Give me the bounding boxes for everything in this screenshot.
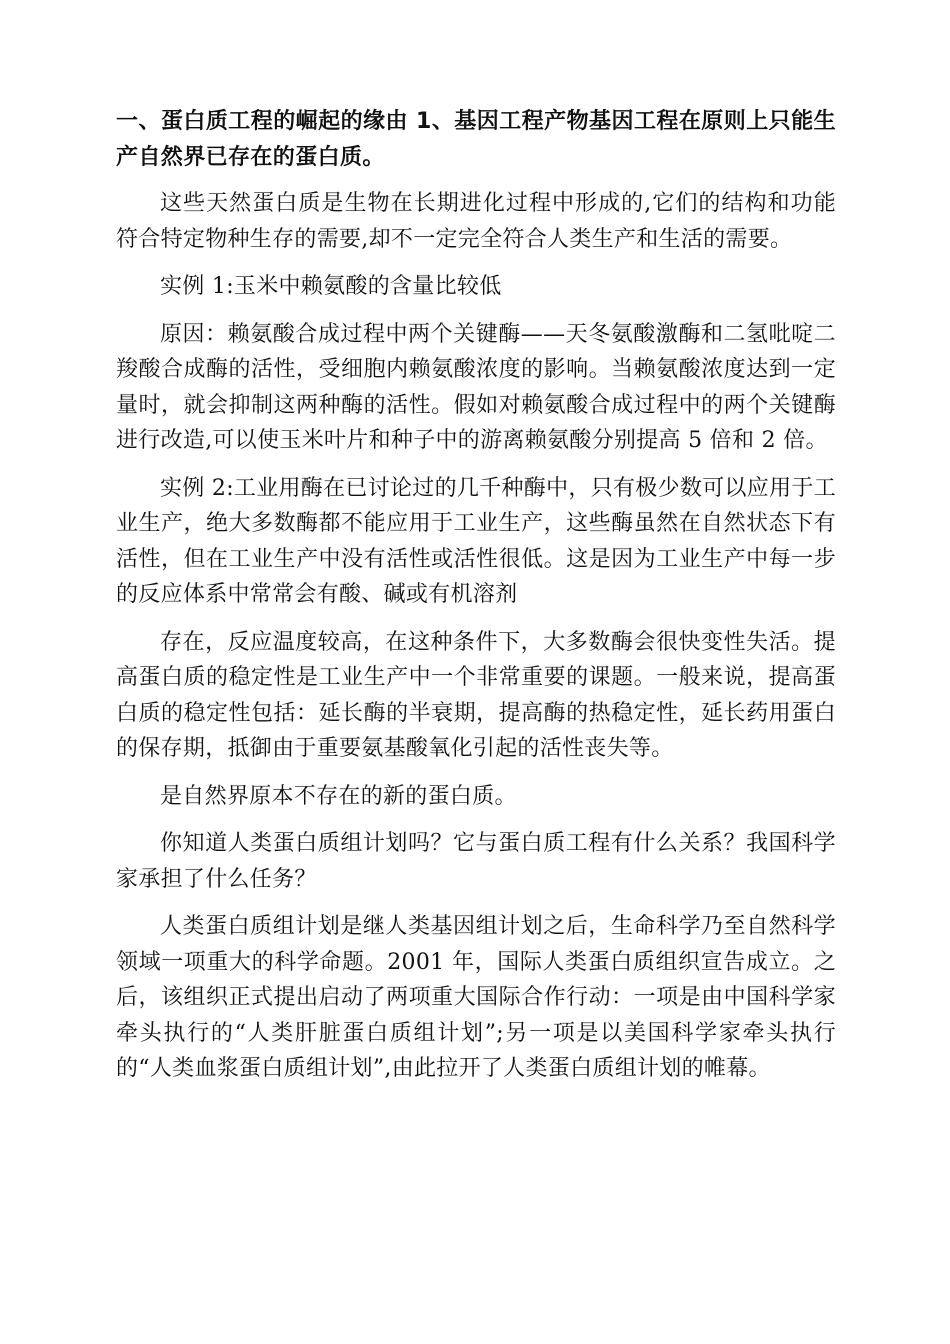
paragraph-example-2: 实例 2:工业用酶在已讨论过的几千种酶中，只有极少数可以应用于工业生产，绝大多数酶都不能应用于工业生产，这些酶虽然在自然状态下有活性，但在工业生产中没有活性或活性很低。这是因为工业生产中每一步的反应体系中常常会有酸、碱或有机溶剂 (116, 475, 837, 607)
paragraph-new-protein: 是自然界原本不存在的新的蛋白质。 (160, 783, 517, 809)
paragraph-question: 你知道人类蛋白质组计划吗？它与蛋白质工程有什么关系？我国科学家承担了什么任务？ (116, 831, 836, 892)
paragraph-natural-proteins: 这些天然蛋白质是生物在长期进化过程中形成的,它们的结构和功能符合特定物种生存的需要,却不一定完全符合人类生产和生活的需要。 (116, 191, 836, 252)
document-page (116, 104, 836, 1099)
paragraph-proteome-project: 人类蛋白质组计划是继人类基因组计划之后，生命科学乃至自然科学领域一项重大的科学命题。2001 年，国际人类蛋白质组织宣告成立。之后，该组织正式提出启动了两项重大国际合作行动：一项是由中国科学家牵头执行的“人类肝脏蛋白质组计划”;另一项是以美国科学家牵头执行的“人类血浆蛋白质组计划”,由此拉开了人类蛋白质组计划的帷幕。 (116, 914, 836, 1081)
section-heading: 一、蛋白质工程的崛起的缘由 1、基因工程产物基因工程在原则上只能生产自然界已存在的蛋白质。 (116, 109, 836, 170)
paragraph-stability: 存在，反应温度较高，在这种条件下，大多数酶会很快变性失活。提高蛋白质的稳定性是工业生产中一个非常重要的课题。一般来说，提高蛋白质的稳定性包括：延长酶的半衰期，提高酶的热稳定性，延长药用蛋白的保存期，抵御由于重要氨基酸氧化引起的活性丧失等。 (116, 629, 836, 761)
paragraph-reason: 原因：赖氨酸合成过程中两个关键酶——天冬氨酸激酶和二氢吡啶二羧酸合成酶的活性，受细胞内赖氨酸浓度的影响。当赖氨酸浓度达到一定量时，就会抑制这两种酶的活性。假如对赖氨酸合成过程中的两个关键酶进行改造,可以使玉米叶片和种子中的游离赖氨酸分别提高 5 倍和 2 倍。 (116, 321, 836, 453)
paragraph-example-1: 实例 1:玉米中赖氨酸的含量比较低 (160, 274, 502, 299)
